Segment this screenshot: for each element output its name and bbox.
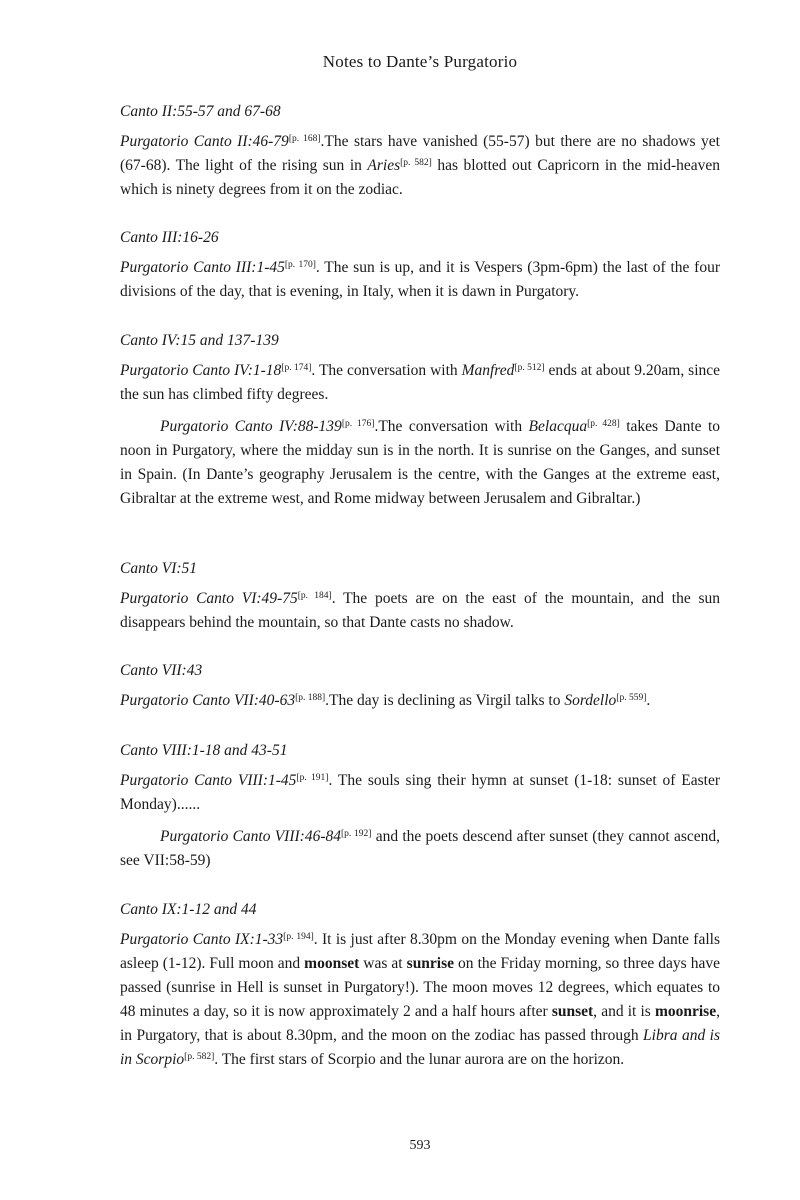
note-paragraph (120, 928, 720, 1072)
glossary-link[interactable]: Aries (367, 157, 401, 174)
note-paragraph (120, 359, 720, 407)
glossary-link[interactable]: Belacqua (528, 418, 588, 435)
paragraph-text: on the Friday morning, so three days have passed (sunrise in Hell is sunset in Purgatory!). The moon moves 12 degrees, which equates to 48 minutes a day, so it is now approximately 2 and a half hours after (120, 955, 720, 1020)
paragraph-text: , in Purgatory, that is about 8.30pm, and the moon on the zodiac has passed through (120, 1003, 720, 1044)
paragraph-text: . The conversation with (311, 362, 462, 379)
canto-link[interactable]: Purgatorio Canto IV:1-18 (120, 362, 282, 379)
page-reference[interactable]: [p. 559] (616, 693, 647, 703)
page-reference[interactable]: [p. 184] (297, 591, 332, 601)
paragraph-text: has blotted out Capricorn in the mid-heaven which is ninety degrees from it on the zodiac. (120, 157, 721, 198)
page-reference[interactable]: [p. 174] (281, 363, 312, 373)
page-reference[interactable]: [p. 170] (284, 260, 316, 270)
section-heading: Canto VI:51 (120, 560, 198, 577)
page-reference[interactable]: [p. 428] (587, 419, 620, 429)
paragraph-text: was at (359, 955, 407, 972)
section-heading: Canto III:16-26 (120, 229, 219, 246)
canto-link[interactable]: Purgatorio Canto VIII:1-45 (120, 772, 297, 789)
page-reference[interactable]: [p. 188] (295, 693, 326, 703)
page-reference[interactable]: [p. 168] (288, 134, 321, 144)
glossary-link[interactable]: Libra and is in Scorpio (120, 1027, 720, 1068)
canto-link[interactable]: Purgatorio Canto VII:40-63 (120, 692, 296, 709)
paragraph-text: and the poets descend after sunset (they cannot ascend, see VII:58-59) (120, 828, 720, 869)
note-paragraph (120, 587, 720, 635)
note-section-canto-viii (120, 742, 720, 873)
note-section-canto-ix (120, 901, 720, 1072)
section-heading: Canto IV:15 and 137-139 (120, 332, 279, 349)
note-section-canto-vi (120, 560, 720, 635)
paragraph-text: .The day is declining as Virgil talks to (325, 692, 565, 709)
document-page (120, 0, 720, 1200)
running-title: Notes to Dante’s Purgatorio (322, 52, 518, 71)
paragraph-text: . The souls sing their hymn at sunset (1-18: sunset of Easter Monday)...... (120, 772, 720, 813)
note-paragraph (120, 825, 720, 873)
note-paragraph (120, 130, 720, 202)
paragraph-text: . The first stars of Scorpio and the lunar aurora are on the horizon. (214, 1051, 625, 1068)
page-number: 593 (409, 1138, 431, 1153)
section-heading: Canto II:55-57 and 67-68 (120, 103, 281, 120)
canto-link[interactable]: Purgatorio Canto II:46-79 (120, 133, 289, 150)
paragraph-text: takes Dante to noon in Purgatory, where the midday sun is in the north. It is sunrise on the Ganges, and sunset in Spain. (In Dante’s geography Jerusalem is the centre, with the Ganges at the extreme east, Gibraltar at the extreme west, and Rome midway between Jerusalem and Gibraltar.) (120, 418, 721, 507)
page-reference[interactable]: [p. 512] (514, 363, 545, 373)
paragraph-text: . It is just after 8.30pm on the Monday evening when Dante falls asleep (1-12). Full moon and (120, 931, 720, 972)
bold-term: sunrise (406, 955, 455, 972)
canto-link[interactable]: Purgatorio Canto IV:88-139 (160, 418, 342, 435)
canto-link[interactable]: Purgatorio Canto VI:49-75 (120, 590, 298, 607)
page-reference[interactable]: [p. 176] (341, 419, 375, 429)
page-reference[interactable]: [p. 194] (283, 932, 314, 942)
bold-term: moonset (304, 955, 360, 972)
paragraph-text: . The sun is up, and it is Vespers (3pm-6pm) the last of the four divisions of the day, that is evening, in Italy, when it is dawn in Purgatory. (120, 259, 721, 300)
paragraph-text: .The conversation with (374, 418, 529, 435)
paragraph-text: .The stars have vanished (55-57) but there are no shadows yet (67-68). The light of the rising sun in (120, 133, 720, 174)
note-paragraph (120, 769, 720, 817)
glossary-link[interactable]: Sordello (564, 692, 617, 709)
page-reference[interactable]: [p. 192] (341, 829, 372, 839)
canto-link[interactable]: Purgatorio Canto III:1-45 (120, 259, 285, 276)
page-reference[interactable]: [p. 582] (184, 1052, 215, 1062)
note-section-canto-iv (120, 332, 720, 511)
canto-link[interactable]: Purgatorio Canto IX:1-33 (120, 931, 284, 948)
page-reference[interactable]: [p. 191] (296, 773, 329, 783)
paragraph-text: . The poets are on the east of the mountain, and the sun disappears behind the mountain, so that Dante casts no shadow. (120, 590, 721, 631)
note-paragraph (120, 256, 720, 304)
canto-link[interactable]: Purgatorio Canto VIII:46-84 (160, 828, 341, 845)
note-paragraph (120, 415, 720, 511)
note-section-canto-vii (120, 662, 720, 713)
section-heading: Canto VIII:1-18 and 43-51 (120, 742, 288, 759)
note-section-canto-iii (120, 229, 720, 304)
page-reference[interactable]: [p. 582] (400, 158, 432, 168)
bold-term: sunset (551, 1003, 594, 1020)
section-heading: Canto VII:43 (120, 662, 203, 679)
paragraph-text: , and it is (593, 1003, 655, 1020)
glossary-link[interactable]: Manfred (461, 362, 515, 379)
section-heading: Canto IX:1-12 and 44 (120, 901, 257, 918)
note-paragraph (120, 689, 720, 713)
bold-term: moonrise (654, 1003, 717, 1020)
paragraph-text: ends at about 9.20am, since the sun has climbed fifty degrees. (120, 362, 721, 403)
note-section-canto-ii (120, 103, 720, 202)
paragraph-text: . (646, 692, 651, 709)
